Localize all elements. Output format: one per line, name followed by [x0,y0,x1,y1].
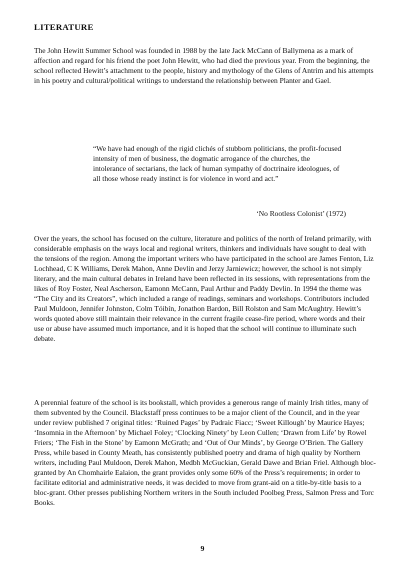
paragraph-history: Over the years, the school has focused on the culture, literature and politics of the north of Ireland primarily, with considerable emphasis on the ways local and regional writers, thinkers and individuals have sought to deal with the tensions of the region. Among the important writers who have participated in the school are James Fenton, Liz Lochhead, C K Williams, Derek Mahon, Anne Devlin and Jerzy Jarniewicz; however, the school is not simply literary, and the main cultural debates in Ireland have been reflected in its sessions, with representations from the likes of Roy Foster, Neal Ascherson, Eamonn McCann, Paul Arthur and Paddy Devlin. In 1994 the theme was “The City and its Creators”, which included a range of readings, seminars and workshops. Contributors included Paul Muldoon, Jennifer Johnston, Colm Tóibín, Jonathon Bardon, Bill Rolston and Sam McAughtry. Hewitt’s words quoted above still maintain their relevance in the current fragile cease-fire period, where words and their use or abuse have assumed much importance, and it is hoped that the school will continue to illuminate such debate. [34,234,374,343]
block-quote: “We have had enough of the rigid clichés of stubborn politicians, the profit-focused intensity of men of business, the dogmatic arrogance of the churches, the intolerance of sectarians, the lack of human sympathy of doctrinaire ideologues, of all those whose ready instinct is for violence in word and act.” [93,144,342,183]
paragraph-bookstall: A perennial feature of the school is its bookstall, which provides a generous range of mainly Irish titles, many of them subvented by the Council. Blackstaff press continues to be a major client of the Council, and in the year under review published 7 original titles: ‘Ruined Pages’ by Padraic Fiacc; ‘Sweet Killough’ by Maurice Hayes; ‘Insomnia in the Afternoon’ by Michael Foley; ‘Clocking Ninety’ by Leon Cullen; ‘Drawn from Life’ by Rowel Friers; ‘The Fish in the Stone’ by Eamonn McGrath; and ‘Out of Our Minds’, by George O’Brien. The Gallery Press, while based in County Meath, has consistently published poetry and drama of high quality by Northern writers, including Paul Muldoon, Derek Mahon, Medbh McGuckian, Gerald Dawe and Brian Friel. Although bloc-granted by An Chomhairle Ealaion, the grant provides only some 60% of the Press’s requirements; in order to facilitate editorial and administrative needs, it was decided to move from grant-aid on a title-by-title basis to a bloc-grant. Other presses publishing Northern writers in the South included Poolbeg Press, Salmon Press and Torc Books. [34,398,376,507]
paragraph-intro: The John Hewitt Summer School was founded in 1988 by the late Jack McCann of Ballymena as a mark of affection and regard for his friend the poet John Hewitt, who had died the previous year. From the beginning, the school reflected Hewitt’s attachment to the people, history and mythology of the Glens of Antrim and his attempts in his poetry and cultural/political writings to understand the relationship between Planter and Gael. [34,46,374,85]
page-number: 9 [200,544,205,553]
section-heading: LITERATURE [34,22,94,32]
quote-attribution: ‘No Rootless Colonist’ (1972) [256,209,346,218]
